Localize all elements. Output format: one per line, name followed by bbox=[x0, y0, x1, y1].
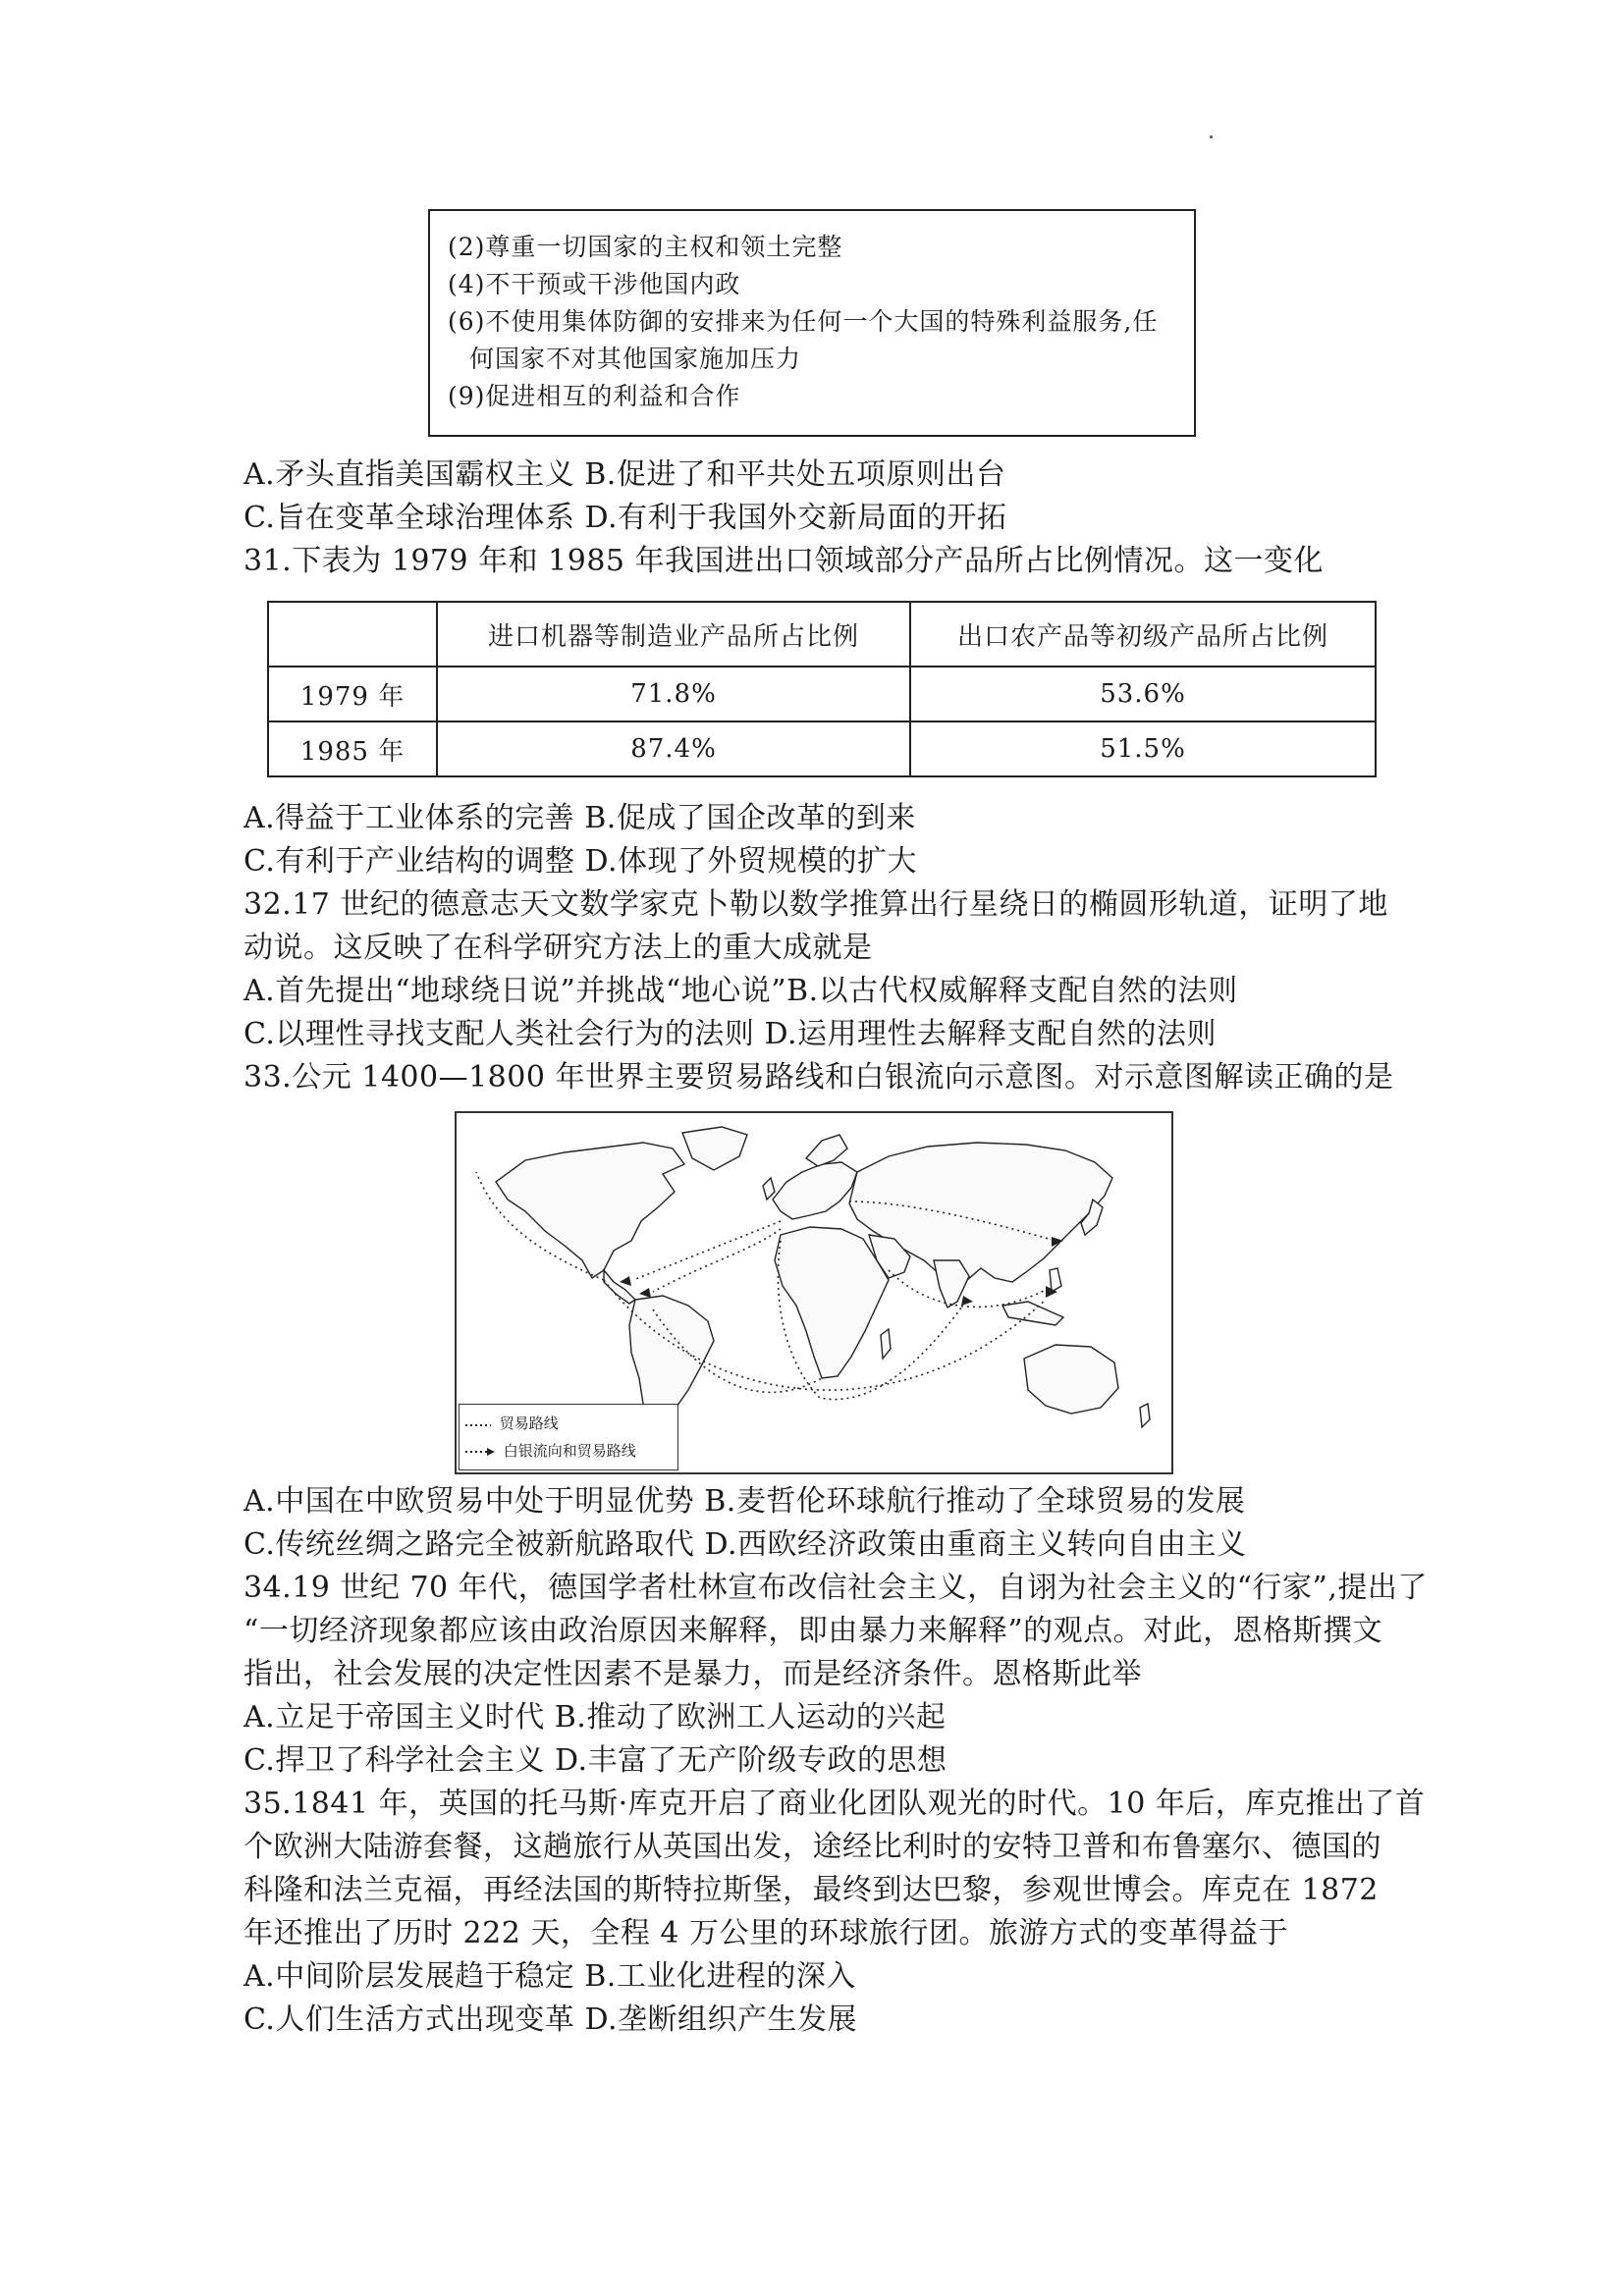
stray-dot-mark bbox=[1210, 135, 1213, 138]
europe-shape bbox=[773, 1162, 857, 1219]
q32-option-cd: C.以理性寻找支配人类社会行为的法则 D.运用理性去解释支配自然的法则 bbox=[244, 1017, 1217, 1051]
table-cell-year: 1979 年 bbox=[268, 667, 437, 721]
q32-stem-line: 32.17 世纪的德意志天文数学家克卜勒以数学推算出行星绕日的椭圆形轨道，证明了地 bbox=[244, 887, 1388, 922]
q34-stem-line: 指出，社会发展的决定性因素不是暴力，而是经济条件。恩格斯此举 bbox=[244, 1657, 1142, 1691]
southeast-asia-islands-shape bbox=[1002, 1302, 1063, 1325]
table-cell: 87.4% bbox=[437, 721, 910, 776]
q35-option-cd: C.人们生活方式出现变革 D.垄断组织产生发展 bbox=[244, 2002, 857, 2037]
q35-stem-line: 年还推出了历时 222 天，全程 4 万公里的环球旅行团。旅游方式的变革得益于 bbox=[244, 1916, 1288, 1950]
q35-stem-line: 个欧洲大陆游套餐，这趟旅行从英国出发，途经比利时的安特卫普和布鲁塞尔、德国的 bbox=[244, 1830, 1381, 1864]
quote-item: 何国家不对其他国家施加压力 bbox=[469, 345, 802, 373]
table-row bbox=[268, 721, 1376, 776]
quote-item: (4)不干预或干涉他国内政 bbox=[448, 270, 741, 298]
q31-stem: 31.下表为 1979 年和 1985 年我国进出口领域部分产品所占比例情况。这一变化 bbox=[244, 544, 1325, 578]
caribbean-route bbox=[653, 1229, 781, 1292]
table-cell-year: 1985 年 bbox=[268, 721, 437, 776]
principles-quote-box bbox=[428, 209, 1196, 437]
q33-stem: 33.公元 1400—1800 年世界主要贸易路线和白银流向示意图。对示意图解读正确的是 bbox=[244, 1060, 1394, 1095]
q33-option-ab: A.中国在中欧贸易中处于明显优势 B.麦哲伦环球航行推动了全球贸易的发展 bbox=[244, 1484, 1246, 1519]
q30-option-ab: A.矛头直指美国霸权主义 B.促进了和平共处五项原则出台 bbox=[244, 457, 1006, 492]
legend-trade-label: 贸易路线 bbox=[499, 1415, 559, 1432]
legend-silver-label: 白银流向和贸易路线 bbox=[503, 1442, 636, 1460]
q31-option-cd: C.有利于产业结构的调整 D.体现了外贸规模的扩大 bbox=[244, 844, 917, 879]
table-cell: 53.6% bbox=[910, 667, 1376, 721]
table-cell: 71.8% bbox=[437, 667, 910, 721]
atlantic-route bbox=[633, 1221, 781, 1280]
table-header-cell: 出口农产品等初级产品所占比例 bbox=[910, 602, 1376, 667]
world-trade-map bbox=[455, 1111, 1173, 1474]
table-header-cell: 进口机器等制造业产品所占比例 bbox=[437, 602, 910, 667]
new-zealand-shape bbox=[1140, 1404, 1150, 1427]
q35-stem-line: 科隆和法兰克福，再经法国的斯特拉斯堡，最终到达巴黎，参观世博会。库克在 1872 bbox=[244, 1873, 1379, 1907]
scandinavia-shape bbox=[806, 1135, 847, 1166]
table-cell: 51.5% bbox=[910, 721, 1376, 776]
q34-option-ab: A.立足于帝国主义时代 B.推动了欧洲工人运动的兴起 bbox=[244, 1700, 947, 1735]
q35-stem-line: 35.1841 年，英国的托马斯·库克开启了商业化团队观光的时代。10 年后，库克推出了首 bbox=[244, 1787, 1426, 1821]
philippines-shape bbox=[1050, 1268, 1061, 1292]
q32-stem-line: 动说。这反映了在科学研究方法上的重大成就是 bbox=[244, 931, 873, 965]
continents bbox=[496, 1127, 1150, 1447]
dotted-arrow-icon bbox=[465, 1443, 495, 1461]
greenland-shape bbox=[682, 1127, 747, 1170]
quote-item: (2)尊重一切国家的主权和领土完整 bbox=[448, 233, 843, 261]
q34-stem-line: “一切经济现象都应该由政治原因来解释，即由暴力来解释”的观点。对此，恩格斯撰文 bbox=[244, 1614, 1383, 1648]
north-america-shape bbox=[496, 1143, 684, 1278]
q35-option-ab: A.中间阶层发展趋于稳定 B.工业化进程的深入 bbox=[244, 1959, 856, 1994]
table-header-row bbox=[268, 602, 1376, 667]
legend-silver-row bbox=[465, 1440, 636, 1461]
legend-trade-row bbox=[465, 1413, 559, 1433]
q34-option-cd: C.捍卫了科学社会主义 D.丰富了无产阶级专政的思想 bbox=[244, 1743, 947, 1778]
africa-shape bbox=[775, 1227, 889, 1378]
table-row bbox=[268, 667, 1376, 721]
quote-item: (9)促进相互的利益和合作 bbox=[448, 382, 741, 410]
australia-shape bbox=[1024, 1345, 1118, 1414]
dotted-line-icon bbox=[465, 1415, 491, 1433]
madagascar-shape bbox=[881, 1329, 891, 1359]
q34-stem-line: 34.19 世纪 70 年代，德国学者杜林宣布改信社会主义，自诩为社会主义的“行家”,提出了 bbox=[244, 1571, 1428, 1605]
q31-trade-table bbox=[267, 601, 1377, 777]
q30-option-cd: C.旨在变革全球治理体系 D.有利于我国外交新局面的开拓 bbox=[244, 501, 1007, 535]
q31-option-ab: A.得益于工业体系的完善 B.促成了国企改革的到来 bbox=[244, 801, 916, 835]
table-header-cell bbox=[268, 602, 437, 667]
quote-item: (6)不使用集体防御的安排来为任何一个大国的特殊利益服务,任 bbox=[448, 307, 1159, 336]
map-legend bbox=[459, 1404, 678, 1470]
arrow-head-icon bbox=[961, 1296, 973, 1306]
arrow-head-icon bbox=[639, 1288, 651, 1298]
q32-option-ab: A.首先提出“地球绕日说”并挑战“地心说”B.以古代权威解释支配自然的法则 bbox=[244, 974, 1238, 1008]
arrow-head-icon bbox=[620, 1276, 631, 1286]
british-isles-shape bbox=[763, 1178, 775, 1200]
q33-option-cd: C.传统丝绸之路完全被新航路取代 D.西欧经济政策由重商主义转向自由主义 bbox=[244, 1527, 1247, 1562]
